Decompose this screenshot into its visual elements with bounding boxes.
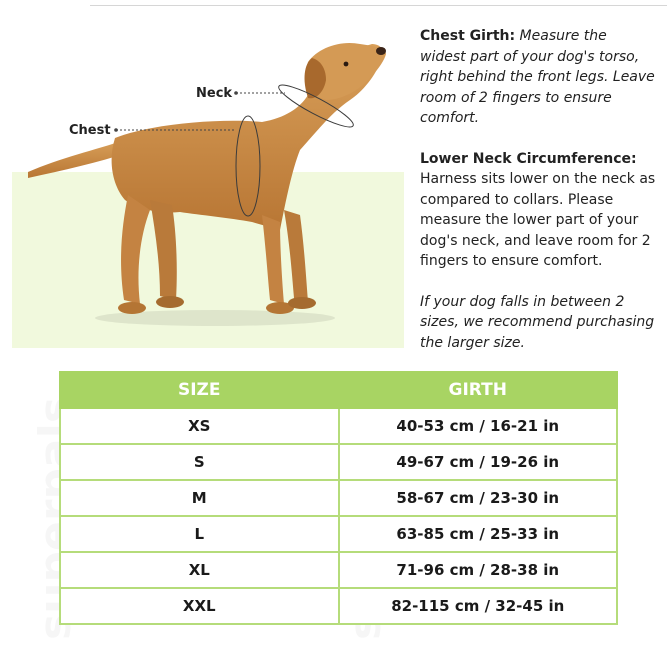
girth-cell: 58-67 cm / 23-30 in bbox=[339, 480, 618, 516]
chest-girth-paragraph bbox=[420, 26, 656, 129]
size-cell: L bbox=[60, 516, 339, 552]
girth-cell: 63-85 cm / 25-33 in bbox=[339, 516, 618, 552]
table-row bbox=[60, 552, 617, 588]
neck-circumference-text: Harness sits lower on the neck as compared to collars. Please measure the lower part of your dog's neck, and leave room for 2 fingers to ensure comfort. bbox=[420, 171, 656, 269]
table-header-row bbox=[60, 372, 617, 408]
girth-cell: 49-67 cm / 19-26 in bbox=[339, 444, 618, 480]
chest-girth-text: Measure the widest part of your dog's torso, right behind the front legs. Leave room of 2 fingers to ensure comfort. bbox=[420, 28, 655, 126]
neck-label: Neck bbox=[196, 86, 233, 101]
size-cell: S bbox=[60, 444, 339, 480]
size-cell: XXL bbox=[60, 588, 339, 624]
size-cell: M bbox=[60, 480, 339, 516]
size-column-header: SIZE bbox=[60, 372, 339, 408]
girth-cell: 82-115 cm / 32-45 in bbox=[339, 588, 618, 624]
table-row bbox=[60, 408, 617, 444]
sizing-note bbox=[420, 292, 656, 354]
girth-column-header: GIRTH bbox=[339, 372, 618, 408]
neck-circumference-title: Lower Neck Circumference: bbox=[420, 150, 637, 167]
chest-label: Chest bbox=[69, 123, 111, 138]
measurement-instructions bbox=[420, 26, 656, 353]
table-row bbox=[60, 588, 617, 624]
size-cell: XL bbox=[60, 552, 339, 588]
girth-cell: 40-53 cm / 16-21 in bbox=[339, 408, 618, 444]
neck-circumference-paragraph bbox=[420, 149, 656, 272]
chest-girth-title: Chest Girth: bbox=[420, 28, 516, 44]
dog-illustration bbox=[0, 0, 420, 350]
girth-cell: 71-96 cm / 28-38 in bbox=[339, 552, 618, 588]
table-row bbox=[60, 480, 617, 516]
table-row bbox=[60, 516, 617, 552]
size-cell: XS bbox=[60, 408, 339, 444]
size-chart-table bbox=[59, 371, 618, 625]
sizing-note-text: If your dog falls in between 2 sizes, we recommend purchasing the larger size. bbox=[420, 293, 655, 351]
table-row bbox=[60, 444, 617, 480]
